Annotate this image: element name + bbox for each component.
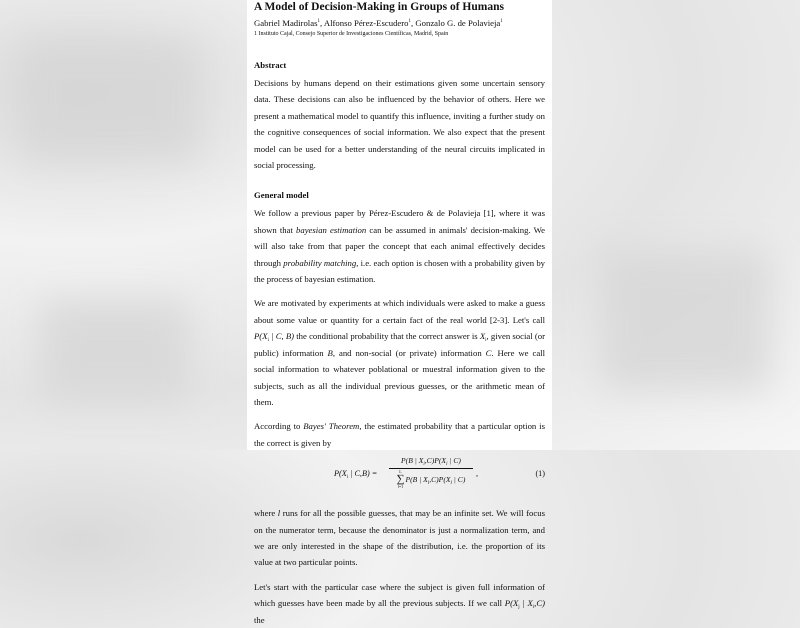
authors: Gabriel Madirolas$^1$, Alfonso Pérez-Escudero$^1$, Gonzalo G. de Polavieja$^1$: [254, 18, 503, 28]
math: P(X: [504, 598, 519, 609]
section-heading: General model: [254, 190, 309, 201]
paragraph: [254, 579, 545, 628]
affiliation: 1 Instituto Cajal, Consejo Superior de Investigaciones Científicas, Madrid, Spain: [254, 31, 449, 37]
author-sup: 1: [317, 19, 320, 24]
paragraph: [254, 205, 545, 287]
text: , and non-social (or private) information: [332, 347, 486, 358]
paper-title: A Model of Decision-Making in Groups of Humans: [254, 1, 504, 13]
author-sup: 1: [500, 19, 503, 24]
text: . Here we call social information to whatever poblational or muestral information given to the subjects, such as all the individual previous guesses, or the arithmetic mean of them.: [254, 347, 545, 407]
text: Let's start with the particular case where the subject is given full information of which guesses have been made by all the previous subjects. If we call: [254, 581, 545, 609]
math: P(X: [334, 469, 347, 479]
denominator: [389, 470, 473, 489]
math: ,C)P(X: [424, 456, 447, 466]
math: L: [399, 469, 402, 475]
math: P(B | X: [405, 474, 428, 484]
text: can be assumed in animals' decision-making. We will also take from that paper the concept that each animal effectively decides through: [254, 224, 545, 268]
text: Bayes' Theorem: [303, 421, 360, 432]
text: , the estimated probability that a particular option is the correct is given by: [254, 421, 545, 448]
math: | C): [451, 474, 466, 484]
math: i: [346, 475, 349, 481]
math: P(B | X: [401, 456, 424, 466]
text: the conditional probability that the correct answer is: [294, 331, 480, 342]
equation-lhs: [334, 469, 378, 481]
author-sup: 1: [408, 19, 412, 24]
math: | C,B) =: [348, 469, 378, 479]
comma: ,: [476, 469, 479, 479]
math: | C): [447, 456, 461, 466]
document-column: [254, 0, 545, 628]
equation-fraction: [389, 455, 473, 489]
math: X: [479, 331, 486, 342]
math: ,C)P(X: [429, 474, 451, 484]
math: P(X: [254, 331, 268, 342]
math: B: [327, 347, 333, 358]
text: probability matching: [283, 257, 357, 268]
text: We follow a previous paper by Pérez-Escudero & de Polavieja [1], where it was shown that: [254, 208, 545, 235]
text: We are motivated by experiments at which individuals were asked to make a guess about some value or quantity for a certain fact of the real world [2-3]. Let's call: [254, 298, 545, 325]
math: i: [423, 462, 425, 468]
paragraph: [254, 295, 545, 410]
math: i: [532, 605, 535, 611]
author: Alfonso Pérez-Escudero: [323, 18, 409, 28]
math: l=1: [397, 484, 404, 490]
author: Gabriel Madirolas: [254, 18, 318, 28]
math: | X: [519, 598, 533, 609]
text: bayesian estimation: [296, 224, 367, 235]
background-blur: [20, 40, 200, 160]
background-blur: [40, 300, 190, 400]
math: ,C): [534, 598, 545, 609]
numerator: [389, 455, 473, 469]
abstract-heading: Abstract: [254, 60, 287, 70]
math: i: [267, 338, 269, 344]
math: l: [450, 480, 452, 486]
paragraph: [254, 418, 545, 451]
denominator-term: [405, 475, 465, 485]
abstract-text: Decisions by humans depend on their estimations given some uncertain sensory data. These decisions can also be influenced by the behavior of others. Here we present a mathematical model to quantify this influence, inviting a further study on the cognitive consequences of social information. We also expect that the present model can be used for a better understanding of the neural circuits implicated in social processing.: [254, 78, 545, 171]
math: i: [485, 338, 487, 344]
math: l: [427, 480, 430, 486]
text: the: [254, 614, 265, 625]
text: , i.e. each option is chosen with a probability given by the process of bayesian estimation.: [254, 257, 546, 285]
equation-number: (1): [535, 469, 545, 479]
math: l: [277, 508, 281, 519]
sum-symbol: ∑: [396, 473, 405, 486]
text: where: [254, 508, 278, 519]
math: | C, B): [268, 331, 295, 342]
math: j: [518, 605, 520, 611]
background-blur: [600, 250, 770, 390]
text: runs for all the possible guesses, that may be an infinite set. We will focus on the numerator term, because the denominator is just a normalization term, and we are only interested in the shape of the distribution, i.e. the proportion of its value at two particular points.: [254, 508, 545, 568]
text: , given social (or public) information: [254, 331, 545, 358]
math: i: [446, 462, 448, 468]
math: C: [485, 347, 492, 358]
author: Gonzalo G. de Polavieja: [415, 18, 501, 28]
paragraph: [254, 505, 545, 571]
equation-1: [254, 455, 545, 497]
text: According to: [254, 421, 304, 432]
sum-block: [397, 470, 405, 489]
